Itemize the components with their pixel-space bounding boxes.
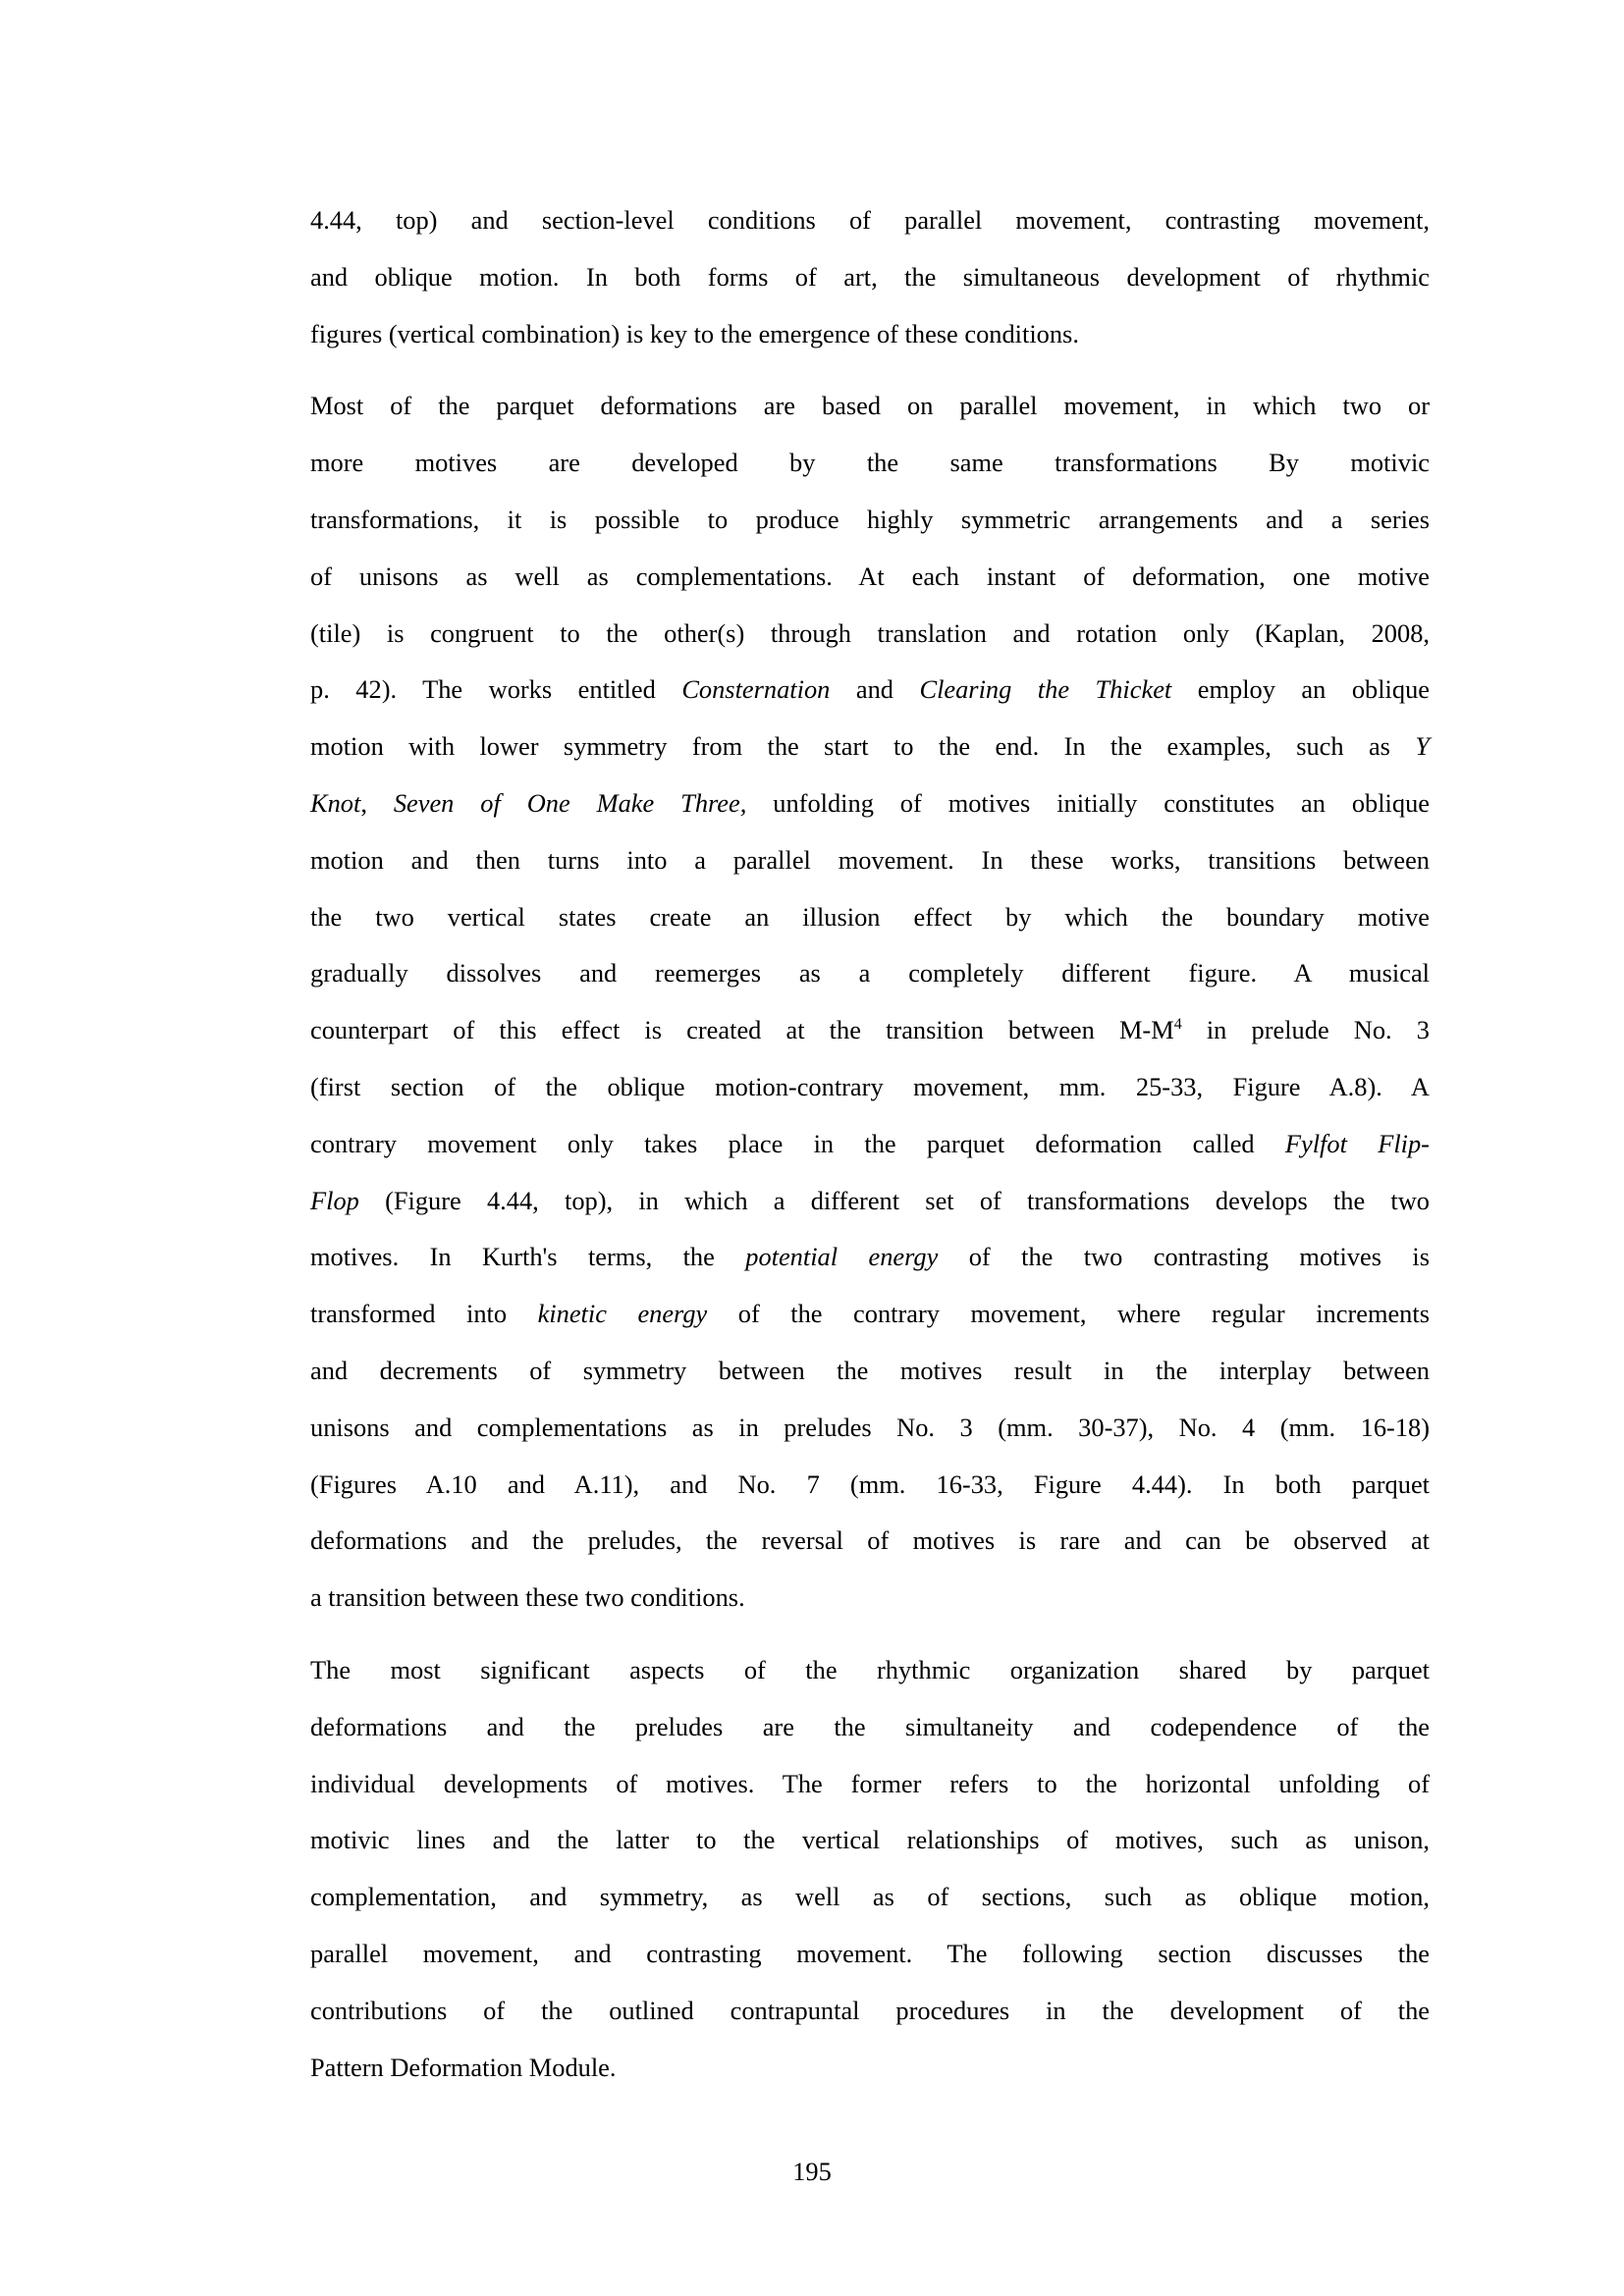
text-line — [310, 719, 1430, 775]
text-line — [310, 549, 1430, 606]
text-run: gradually dissolves and reemerges as a completely different figure. A musical — [310, 958, 1430, 988]
italic-title: Y — [1415, 731, 1430, 762]
italic-title: kinetic energy — [537, 1299, 708, 1329]
text-line — [310, 1570, 1430, 1627]
text-run: employ an oblique — [1171, 674, 1430, 705]
text-line — [310, 249, 1430, 306]
text-line — [310, 832, 1430, 889]
text-line — [310, 2040, 1430, 2097]
text-run: and — [830, 674, 920, 705]
text-line — [310, 1457, 1430, 1514]
text-run: complementation, and symmetry, as well as of sections, such as oblique motion, — [310, 1882, 1430, 1912]
text-run: motion with lower symmetry from the start to the end. In the examples, such as — [310, 731, 1416, 762]
text-run: Pattern Deformation Module. — [310, 2052, 617, 2082]
text-run: of the two contrasting motives is — [938, 1242, 1430, 1272]
text-run: motives. In Kurth's terms, the — [310, 1242, 746, 1272]
text-run: in prelude No. 3 — [1181, 1015, 1430, 1045]
text-run: motivic lines and the latter to the vertical relationships of motives, such as unison, — [310, 1825, 1430, 1855]
italic-title: Consternation — [681, 674, 831, 705]
text-run: the two vertical states create an illusion effect by which the boundary motive — [310, 901, 1430, 932]
text-run: contributions of the outlined contrapuntal procedures in the development of the — [310, 1995, 1430, 2025]
text-run: (first section of the oblique motion-contrary movement, mm. 25-33, Figure A.8). A — [310, 1071, 1430, 1101]
text-run: (Figures A.10 and A.11), and No. 7 (mm. 16-33, Figure 4.44). In both parquet — [310, 1468, 1430, 1499]
superscript: 4 — [1173, 1016, 1182, 1034]
text-line — [310, 1642, 1430, 1699]
paragraph-3 — [310, 1642, 1430, 2096]
text-run: unisons and complementations as in preludes No. 3 (mm. 30-37), No. 4 (mm. 16-18) — [310, 1412, 1430, 1442]
text-line — [310, 1229, 1430, 1286]
text-line — [310, 606, 1430, 663]
text-line — [310, 1699, 1430, 1756]
text-line — [310, 1173, 1430, 1230]
text-run: transformations, it is possible to produce highly symmetric arrangements and a series — [310, 504, 1430, 534]
text-run: motion and then turns into a parallel movement. In these works, transitions between — [310, 844, 1430, 875]
text-line — [310, 1400, 1430, 1457]
text-run: a transition between these two conditions. — [310, 1582, 745, 1613]
text-line — [310, 435, 1430, 492]
text-run: transformed into — [310, 1299, 538, 1329]
page-number: 195 — [792, 2157, 832, 2186]
page-body — [310, 192, 1430, 2111]
text-run: The most significant aspects of the rhythmic organization shared by parquet — [310, 1654, 1430, 1684]
text-run: p. 42). The works entitled — [310, 674, 682, 705]
text-line — [310, 1983, 1430, 2040]
text-line — [310, 1286, 1430, 1343]
text-line — [310, 775, 1430, 832]
italic-title: potential energy — [745, 1242, 939, 1272]
text-run: (tile) is congruent to the other(s) through translation and rotation only (Kaplan, 2008, — [310, 617, 1430, 648]
text-run: parallel movement, and contrasting movement. The following section discusses the — [310, 1938, 1430, 1968]
text-line — [310, 945, 1430, 1002]
text-run: deformations and the preludes, the reversal of motives is rare and can be observed at — [310, 1525, 1430, 1556]
italic-title: Flop — [310, 1185, 359, 1215]
italic-title: Fylfot Flip- — [1284, 1128, 1430, 1158]
text-run: and oblique motion. In both forms of art, the simultaneous development of rhythmic — [310, 261, 1430, 292]
text-run: (Figure 4.44, top), in which a different set of transformations develops the two — [358, 1185, 1430, 1215]
text-run: more motives are developed by the same transformations By motivic — [310, 448, 1430, 478]
italic-title: Clearing the Thicket — [919, 674, 1172, 705]
italic-title: Seven of One Make Three, — [393, 787, 747, 818]
text-line — [310, 378, 1430, 435]
text-line — [310, 306, 1430, 363]
text-run: unfolding of motives initially constitutes an oblique — [746, 787, 1430, 818]
text-line — [310, 662, 1430, 719]
paragraph-1 — [310, 192, 1430, 362]
text-run: , — [360, 787, 394, 818]
text-line — [310, 1869, 1430, 1926]
text-run: and decrements of symmetry between the motives result in the interplay between — [310, 1355, 1430, 1385]
text-run: of unisons as well as complementations. At each instant of deformation, one motive — [310, 561, 1430, 591]
text-line — [310, 1059, 1430, 1116]
text-line — [310, 889, 1430, 946]
text-line — [310, 492, 1430, 549]
text-line — [310, 1756, 1430, 1813]
text-line — [310, 1812, 1430, 1869]
text-run: counterpart of this effect is created at the transition between M-M — [310, 1015, 1174, 1045]
text-line — [310, 1343, 1430, 1400]
text-line — [310, 192, 1430, 249]
paragraph-2 — [310, 378, 1430, 1627]
text-run: figures (vertical combination) is key to the emergence of these conditions. — [310, 318, 1079, 348]
text-line — [310, 1002, 1430, 1059]
text-run: Most of the parquet deformations are based on parallel movement, in which two or — [310, 391, 1430, 421]
text-run: of the contrary movement, where regular increments — [707, 1299, 1430, 1329]
text-run: individual developments of motives. The former refers to the horizontal unfolding of — [310, 1768, 1430, 1798]
text-run: 4.44, top) and section-level conditions of parallel movement, contrasting movement, — [310, 205, 1430, 235]
text-run: contrary movement only takes place in the parquet deformation called — [310, 1128, 1285, 1158]
text-line — [310, 1116, 1430, 1173]
italic-title: Knot — [310, 787, 361, 818]
text-line — [310, 1926, 1430, 1983]
text-run: deformations and the preludes are the simultaneity and codependence of the — [310, 1711, 1430, 1741]
text-line — [310, 1513, 1430, 1570]
